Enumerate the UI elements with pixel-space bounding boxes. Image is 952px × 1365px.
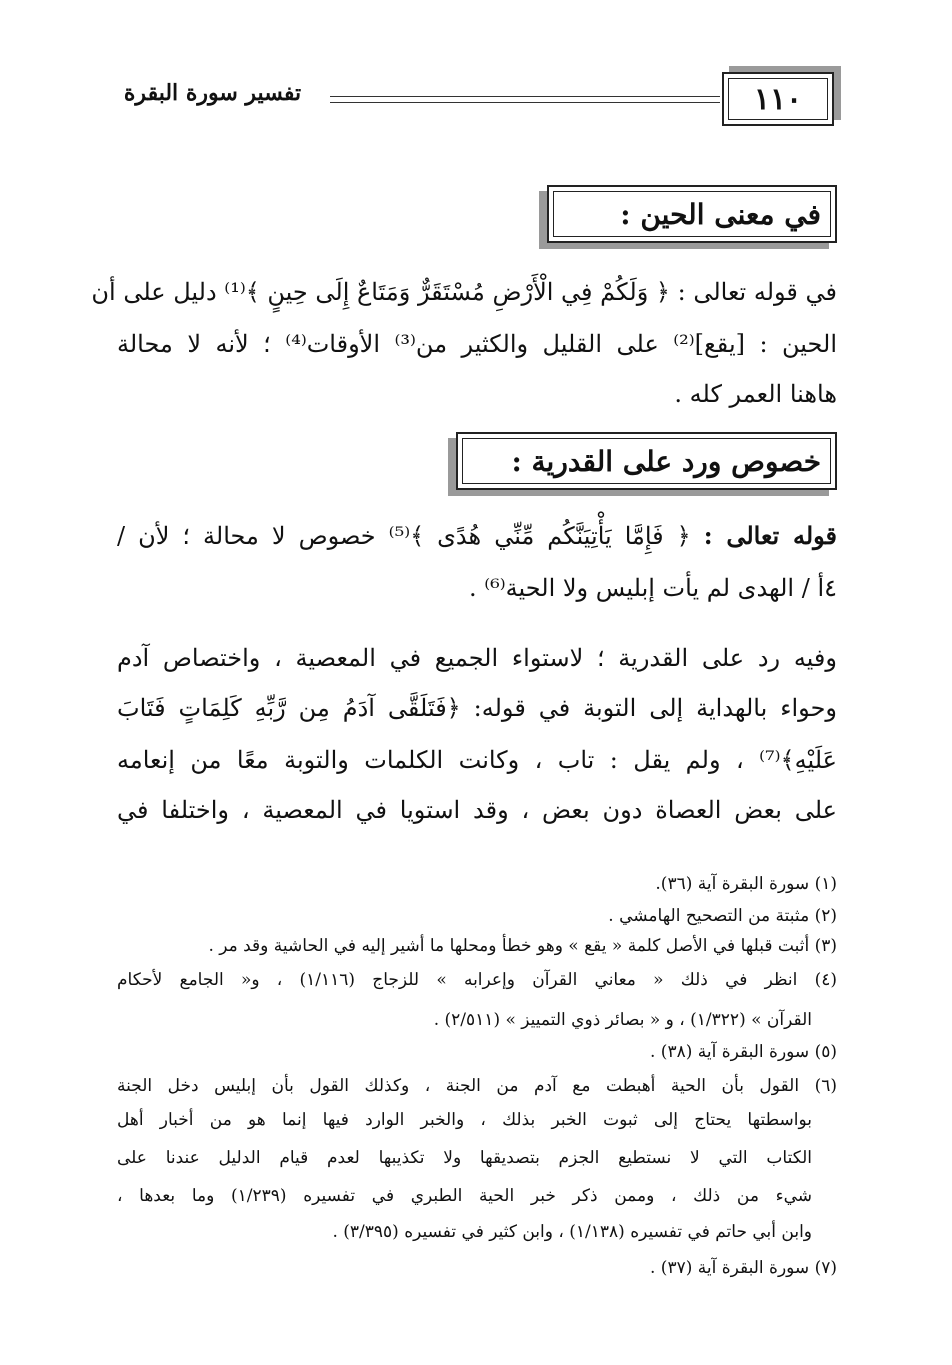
footnote: (٢) مثبتة من التصحيح الهامشي . (608, 906, 837, 926)
section-heading-box (456, 432, 837, 490)
footnote: (٦) القول بأن الحية أهبطت مع آدم من الجنة ، وكذلك القول بأن إبليس دخل الجنة (117, 1076, 837, 1096)
body-line: ٤أ / الهدى لم يأت إبليس ولا الحية⁽⁶⁾ . (468, 574, 837, 602)
footnote: (٤) انظر في ذلك « معاني القرآن وإعرابه » للزجاج (١/١١٦) ، و« الجامع لأحكام (117, 970, 837, 990)
footnote: وابن أبي حاتم في تفسيره (١/١٣٨) ، وابن كثير في تفسيره (٣/٣٩٥) . (332, 1222, 812, 1242)
body-line: وفيه رد على القدرية ؛ لاستواء الجميع في المعصية ، واختصاص آدم (117, 644, 837, 672)
footnote: (١) سورة البقرة آية (٣٦). (655, 874, 837, 894)
footnote: شيء من ذلك ، وممن ذكر خبر الحية الطبري في تفسيره (١/٢٣٩) وما بعدها ، (117, 1186, 813, 1206)
page-number-box (722, 72, 834, 126)
body-line (117, 516, 837, 556)
footnote: الكتاب التي لا نستطيع الجزم بتصديقها ولا تكذيبها لعدم قيام الدليل عندنا على (117, 1148, 812, 1168)
footnote: (٣) أثبت قبلها في الأصل كلمة « يقع » وهو خطأ ومحلها ما أشير إليه في الحاشية وقد مر . (208, 936, 837, 956)
body-line: وحواء بالهداية إلى التوبة في قوله: ﴿فَتَلَقَّى آدَمُ مِن رَّبِّهِ كَلِمَاتٍ فَتَابَ (117, 694, 837, 722)
body-line: على بعض العصاة دون بعض ، وقد استويا في المعصية ، واختلفا في (117, 796, 837, 824)
section-heading-box (547, 185, 837, 243)
verse-lead: قوله تعالى : (703, 521, 837, 550)
section-title: خصوص ورد على القدرية : (511, 444, 821, 478)
section-title: في معنى الحين : (620, 197, 821, 231)
body-line: في قوله تعالى : ﴿ وَلَكُمْ فِي الْأَرْضِ مُسْتَقَرٌّ وَمَتَاعٌ إِلَى حِينٍ ﴾⁽¹⁾ دليل على أن (91, 278, 837, 306)
footnote: (٥) سورة البقرة آية (٣٨) . (649, 1042, 837, 1062)
body-line: عَلَيْهِ﴾⁽⁷⁾ ، ولم يقل : تاب ، وكانت الكلمات والتوبة معًا من إنعامه (117, 746, 837, 774)
running-title: تفسير سورة البقرة (123, 80, 302, 106)
footnote: بواسطتها يحتاج إلى ثبوت الخبر بذلك ، والخبر الوارد فيها إنما هو من أخبار أهل (117, 1110, 812, 1130)
header-rule (330, 96, 720, 103)
body-line: هاهنا العمر كله . (674, 380, 837, 408)
page-number: ١١٠ (753, 81, 803, 117)
body-line: الحين : [يقع]⁽²⁾ على القليل والكثير من⁽³⁾ الأوقات⁽⁴⁾ ؛ لأنه لا محالة (117, 330, 837, 358)
footnote: القرآن » (١/٣٢٢) ، و « بصائر ذوي التمييز » (٢/٥١١) . (433, 1010, 812, 1030)
footnote: (٧) سورة البقرة آية (٣٧) . (649, 1258, 837, 1278)
verse-text: ﴿ فَإِمَّا يَأْتِيَنَّكُم مِّنِّي هُدًى ﴾⁽⁵⁾ خصوص لا محالة ؛ لأن / (117, 522, 704, 550)
